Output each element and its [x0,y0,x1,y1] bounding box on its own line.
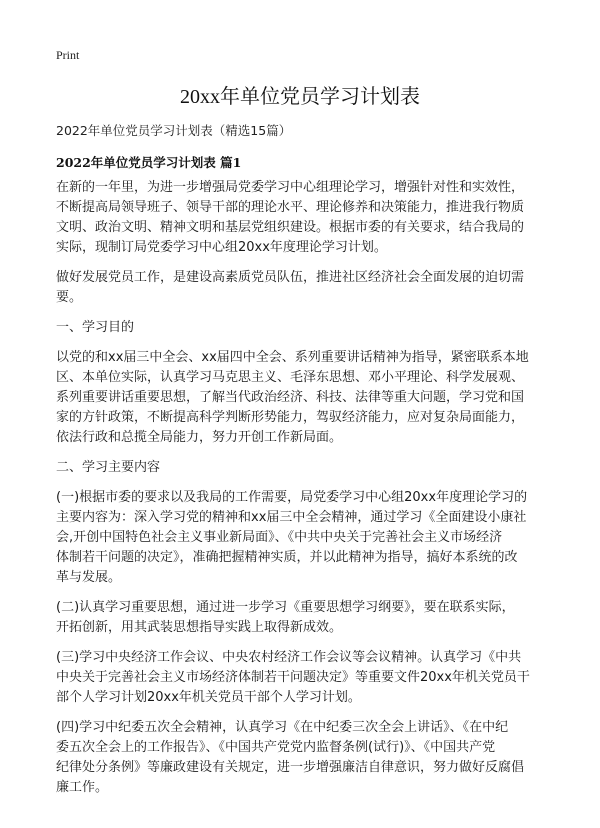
paragraph [56,718,546,798]
paragraph-line: 系列重要讲话重要思想，了解当代政治经济、科技、法律等重大问题，学习党和国 [56,390,525,405]
paragraph-line: 依法行政和总揽全局能力，努力开创工作新局面。 [56,430,343,445]
paragraph-line: 会,开创中国特色社会主义事业新局面》、《中共中央关于完善社会主义市场经济 [56,530,503,545]
paragraph-line: 中央关于完善社会主义市场经济体制若干问题决定》等重要文件20xx年机关党员干 [56,670,530,685]
paragraph [56,348,546,448]
paragraph [56,488,546,588]
paragraph-line: 在新的一年里，为进一步增强局党委学习中心组理论学习，增强针对性和实效性， [56,180,525,195]
paragraph-line: 主要内容为：深入学习党的精神和xx届三中全会精神，通过学习《全面建设小康社 [56,510,527,525]
paragraph-line: 部个人学习计划20xx年机关党员干部个人学习计划。 [56,690,361,705]
section-title: 2022年单位党员学习计划表 篇1 [56,155,242,170]
paragraph-line: (三)学习中央经济工作会议、中央农村经济工作会议等会议精神。认真学习《中共 [56,650,522,665]
paragraph-line: 不断提高局领导班子、领导干部的理论水平、理论修养和决策能力，推进我行物质 [56,200,525,215]
paragraph-line: 开拓创新，用其武装思想指导实践上取得新成效。 [56,620,343,635]
paragraph-line: (一)根据市委的要求以及我局的工作需要，局党委学习中心组20xx年度理论学习的 [56,490,528,505]
paragraph [56,268,546,308]
paragraph [56,458,546,478]
paragraph-line: 区、本单位实际，认真学习马克思主义、毛泽东思想、邓小平理论、科学发展观、 [56,370,525,385]
paragraph [56,648,546,708]
paragraph-line: 纪律处分条例》等廉政建设有关规定，进一步增强廉洁自律意识，努力做好反腐倡 [56,760,525,775]
paragraph-line: 体制若干问题的决定》，准确把握精神实质，并以此精神为指导，搞好本系统的改 [56,550,518,565]
document-body [56,178,546,808]
paragraph-line: 委五次全会上的工作报告》、《中国共产党党内监督条例(试行)》、《中国共产党 [56,740,496,755]
paragraph-line: 以党的和xx届三中全会、xx届四中全会、系列重要讲话精神为指导，紧密联系本地 [56,350,529,365]
paragraph-line: 一、学习目的 [56,320,135,335]
paragraph [56,178,546,258]
paragraph-line: 家的方针政策，不断提高科学判断形势能力，驾驭经济能力，应对复杂局面能力， [56,410,525,425]
paragraph-line: 廉工作。 [56,780,109,795]
paragraph [56,318,546,338]
paragraph-line: 要。 [56,290,83,305]
paragraph-line: 实际，现制订局党委学习中心组20xx年度理论学习计划。 [56,240,387,255]
paragraph-line: 文明、政治文明、精神文明和基层党组织建设。根据市委的有关要求，结合我局的 [56,220,525,235]
document-subtitle: 2022年单位党员学习计划表（精选15篇） [56,123,292,138]
paragraph-line: 做好发展党员工作，是建设高素质党员队伍，推进社区经济社会全面发展的迫切需 [56,270,525,285]
print-label: Print [56,48,80,62]
paragraph-line: (四)学习中纪委五次全会精神，认真学习《在中纪委三次全会上讲话》、《在中纪 [56,720,509,735]
paragraph [56,598,546,638]
paragraph-line: 革与发展。 [56,570,122,585]
document-title: 20xx年单位党员学习计划表 [180,86,420,108]
paragraph-line: 二、学习主要内容 [56,460,161,475]
paragraph-line: (二)认真学习重要思想，通过进一步学习《重要思想学习纲要》，要在联系实际， [56,600,515,615]
